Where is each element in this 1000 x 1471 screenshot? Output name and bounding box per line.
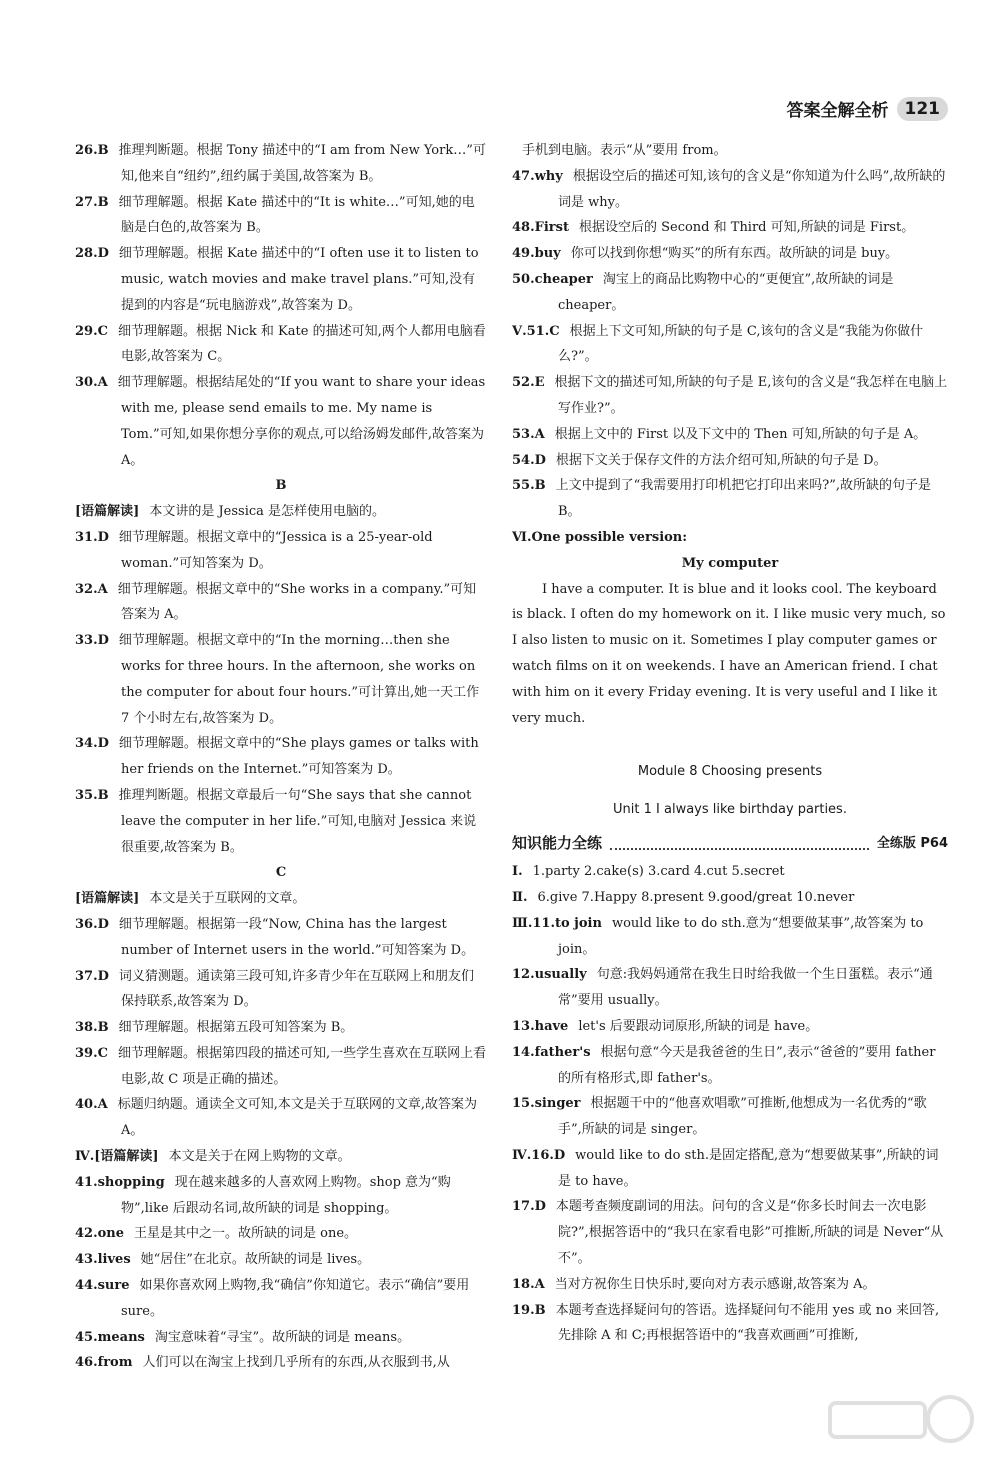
answer-number: 41.shopping [75,1174,165,1190]
header-title: 答案全解全析 [786,101,889,121]
answer-text: 当对方祝你生日快乐时,要向对方表示感谢,故答案为 A。 [554,1276,876,1292]
answer-item [512,859,948,885]
answer-number: 46.from [75,1355,133,1371]
answer-item [75,912,487,964]
answer-number: [语篇解读] [75,891,140,907]
answer-text: 词义猜测题。通读第三段可知,许多青少年在互联网上和朋友们保持联系,故答案为 D。 [118,968,475,1010]
answer-text: 人们可以在淘宝上找到几乎所有的东西,从衣服到书,从 [142,1355,450,1371]
answer-item [512,448,948,474]
answer-text: 根据下文关于保存文件的方法介绍可知,所缺的句子是 D。 [555,452,887,468]
answer-item [75,731,487,783]
section-letter: B [275,478,287,494]
answer-item [512,1143,948,1195]
answer-number: 50.cheaper [512,271,593,287]
answer-text: 句意:我妈妈通常在我生日时给我做一个生日蛋糕。表示“通常”要用 usually。 [558,967,933,1009]
answer-item [512,138,948,164]
answer-text: 根据上下文可知,所缺的句子是 C,该句的含义是“我能为你做什么?”。 [558,323,924,365]
answer-text: would like to do sth.意为“想要做某事”,故答案为 to join。 [558,915,924,957]
answer-item [512,1298,948,1350]
answer-item [512,962,948,1014]
answer-item [75,1325,487,1351]
answer-number: Ⅲ.11.to join [512,915,602,931]
answer-item [75,1015,487,1041]
answer-item [512,1040,948,1092]
answer-number: 26.B [75,143,109,158]
answer-text: would like to do sth.是固定搭配,意为“想要做某事”,所缺的词是 to have。 [558,1147,939,1189]
answer-number: 29.C [75,323,108,339]
answer-item [75,319,487,371]
answer-number: 43.lives [75,1252,131,1268]
answer-item [512,885,948,911]
answer-number: 12.usually [512,967,587,983]
practice-reference: 全练版 P64 [876,836,948,852]
answer-text: 细节理解题。根据第四段的描述可知,一些学生喜欢在互联网上看电影,故 C 项是正确的描述。 [117,1045,487,1087]
right-answers-top [512,138,948,551]
answer-text: 本文是关于在网上购物的文章。 [168,1149,351,1165]
answer-item [75,138,487,190]
right-answers-bottom [512,859,948,1349]
answer-number: Ⅴ.51.C [512,323,560,339]
answer-number: 40.A [75,1097,108,1113]
answer-number: 49.buy [512,246,561,262]
watermark-logo [820,1391,980,1461]
answer-text: 本题考查选择疑问句的答语。选择疑问句不能用 yes 或 no 来回答,先排除 A 和 C;再根据答语中的“我喜欢画画”可推断, [555,1302,940,1344]
right-column [512,138,948,1349]
left-column [75,138,487,1376]
answer-text: 根据设空后的 Second 和 Third 可知,所缺的词是 First。 [578,220,915,236]
answer-number: 38.B [75,1020,109,1036]
answer-text: 你可以找到你想“购买”的所有东西。故所缺的词是 buy。 [570,246,899,262]
dotted-leader [610,838,869,850]
answer-text: let's 后要跟动词原形,所缺的词是 have。 [578,1018,819,1034]
answer-number: Ⅰ. [512,864,523,880]
answer-text: 6.give 7.Happy 8.present 9.good/great 10.never [537,889,855,905]
answer-text: 细节理解题。根据 Kate 描述中的“It is white…”可知,她的电脑是白色的,故答案为 B。 [118,194,475,236]
answer-item [512,1014,948,1040]
answer-number: 36.D [75,916,109,932]
answer-number: Ⅳ.16.D [512,1147,566,1163]
answer-item [75,1041,487,1093]
answer-text: 推理判断题。根据 Tony 描述中的“I am from New York…”可知,他来自“纽约”,纽约属于美国,故答案为 B。 [118,143,486,184]
answer-text: 手机到电脑。表示“从”要用 from。 [522,143,727,158]
answer-item [512,422,948,448]
answer-text: 本题考查频度副词的用法。问句的含义是“你多长时间去一次电影院?”,根据答语中的“我只在家看电影”可推断,所缺的词是 Never“从不”。 [555,1199,944,1267]
answer-number: Ⅳ.[语篇解读] [75,1149,159,1165]
answer-text: 根据设空后的描述可知,该句的含义是“你知道为什么吗”,故所缺的词是 why。 [558,168,946,210]
answer-item [75,1144,487,1170]
answer-item [512,319,948,371]
answer-number: 15.singer [512,1096,581,1112]
essay [512,551,948,732]
answer-item [75,1350,487,1376]
answer-number: 45.means [75,1329,145,1345]
answer-number: Ⅱ. [512,889,528,905]
answer-item [75,370,487,473]
answer-number: 54.D [512,452,546,468]
answer-text: 细节理解题。根据文章中的“In the morning…then she works for three hours. In the afternoon, she works on the computer for about four hours.”可计算出,她一天工作 7 个小时左右,故答案为 D。 [118,633,480,726]
answer-number: 14.father's [512,1044,591,1060]
answer-number: 35.B [75,787,109,803]
answer-number: 32.A [75,581,108,597]
answer-item [75,1170,487,1222]
answer-number: 42.one [75,1226,125,1242]
unit-title: Unit 1 I always like birthday parties. [613,802,847,818]
answer-number: 18.A [512,1276,545,1292]
answer-number: 52.E [512,375,545,391]
answer-text: 王星是其中之一。故所缺的词是 one。 [134,1226,358,1242]
answer-text: 本文讲的是 Jessica 是怎样使用电脑的。 [149,504,386,520]
answer-number: 44.sure [75,1278,130,1294]
answer-item [75,525,487,577]
answer-text: 标题归纳题。通读全文可知,本文是关于互联网的文章,故答案为 A。 [117,1097,477,1139]
page-number: 121 [897,97,949,121]
answer-item [75,628,487,731]
practice-title: 知识能力全练 [512,834,603,853]
answer-number: 30.A [75,375,108,391]
answer-item [512,911,948,963]
answer-item [512,1091,948,1143]
answer-text: 推理判断题。根据文章最后一句“She says that she cannot leave the computer in her life.”可知,电脑对 Jessica 来说很重要,故答案为 B。 [118,787,477,855]
answer-text: 细节理解题。根据文章中的“Jessica is a 25-year-old woman.”可知答案为 D。 [118,529,433,571]
answer-number: 53.A [512,426,545,442]
answer-text: 淘宝意味着“寻宝”。故所缺的词是 means。 [154,1329,411,1345]
answer-item [512,370,948,422]
practice-banner [512,831,948,857]
answer-text: 如果你喜欢网上购物,我“确信”你知道它。表示“确信”要用 sure。 [121,1278,470,1319]
answer-text: 上文中提到了“我需要用打印机把它打印出来吗?”,故所缺的句子是 B。 [555,478,932,520]
answer-text: 她“居住”在北京。故所缺的词是 lives。 [140,1252,371,1268]
answer-item [75,964,487,1016]
answer-text: 淘宝上的商品比购物中心的“更便宜”,故所缺的词是 cheaper。 [558,271,894,313]
page-header [787,96,949,121]
answer-text: 现在越来越多的人喜欢网上购物。shop 意为“购物”,like 后跟动名词,故所缺的词是 shopping。 [121,1174,451,1216]
answer-number: 19.B [512,1302,546,1318]
answer-item [512,215,948,241]
answer-item [75,783,487,860]
answer-text: 根据题干中的“他喜欢唱歌”可推断,他想成为一名优秀的“歌手”,所缺的词是 singer。 [558,1096,927,1138]
essay-paragraph: I have a computer. It is blue and it looks cool. The keyboard is black. I often do my homework on it. I like music very much, so I also listen to music on it. Sometimes I play computer games or watch films on it on weekends. I have an American friend. I chat with him on it every Friday evening. It is very useful and I like it very much. [512,581,946,726]
answer-item [75,190,487,242]
essay-title: My computer [681,555,779,571]
answer-text: 本文是关于互联网的文章。 [149,891,306,907]
answer-text: 细节理解题。根据结尾处的“If you want to share your ideas with me, please send emails to me. My name is Tom.”可知,如果你想分享你的观点,可以给汤姆发邮件,故答案为 A。 [117,375,486,468]
answer-number: Ⅵ.One possible version: [512,529,688,545]
answer-number: 55.B [512,478,546,494]
answer-number: 13.have [512,1018,569,1034]
answer-item [512,473,948,525]
answer-item [512,525,948,551]
answer-text: 细节理解题。根据文章中的“She plays games or talks with her friends on the Internet.”可知答案为 D。 [118,736,479,778]
answer-number: 34.D [75,736,109,752]
answer-number: [语篇解读] [75,504,140,520]
answer-number: 33.D [75,633,109,649]
answer-item [75,1273,487,1325]
answer-text: 1.party 2.cake(s) 3.card 4.cut 5.secret [532,864,785,880]
answer-item [512,1272,948,1298]
answer-text: 根据下文的描述可知,所缺的句子是 E,该句的含义是“我怎样在电脑上写作业?”。 [554,375,948,416]
answer-number: 37.D [75,968,109,984]
answer-number: 47.why [512,168,563,184]
answer-number: 28.D [75,246,109,262]
answer-item [75,499,487,525]
answer-item [75,241,487,318]
answer-item [75,886,487,912]
answer-text: 根据句意“今天是我爸爸的生日”,表示“爸爸的”要用 father 的所有格形式,即 father's。 [558,1044,936,1086]
answer-item [512,164,948,216]
section-letter: C [275,865,287,881]
answer-item [512,267,948,319]
module-title: Module 8 Choosing presents [637,764,823,780]
answer-text: 根据上文中的 First 以及下文中的 Then 可知,所缺的句子是 A。 [554,426,927,442]
answer-item [75,1221,487,1247]
answer-item [75,1092,487,1144]
answer-number: 48.First [512,220,569,236]
answer-item [512,1194,948,1271]
answer-item [75,1247,487,1273]
answer-item [512,241,948,267]
answer-text: 细节理解题。根据 Kate 描述中的“I often use it to listen to music, watch movies and make travel plans.”可知,没有提到的内容是“玩电脑游戏”,故答案为 D。 [118,246,479,313]
answer-text: 细节理解题。根据第一段“Now, China has the largest number of Internet users in the world.”可知答案为 D。 [118,916,475,958]
answer-number: 17.D [512,1199,546,1215]
answer-text: 细节理解题。根据文章中的“She works in a company.”可知答案为 A。 [117,581,477,623]
answer-text: 细节理解题。根据 Nick 和 Kate 的描述可知,两个人都用电脑看电影,故答案为 C。 [117,323,486,365]
answer-number: 31.D [75,529,109,545]
answer-text: 细节理解题。根据第五段可知答案为 B。 [118,1020,354,1036]
answer-item [75,577,487,629]
answer-number: 39.C [75,1045,108,1061]
answer-number: 27.B [75,194,109,210]
